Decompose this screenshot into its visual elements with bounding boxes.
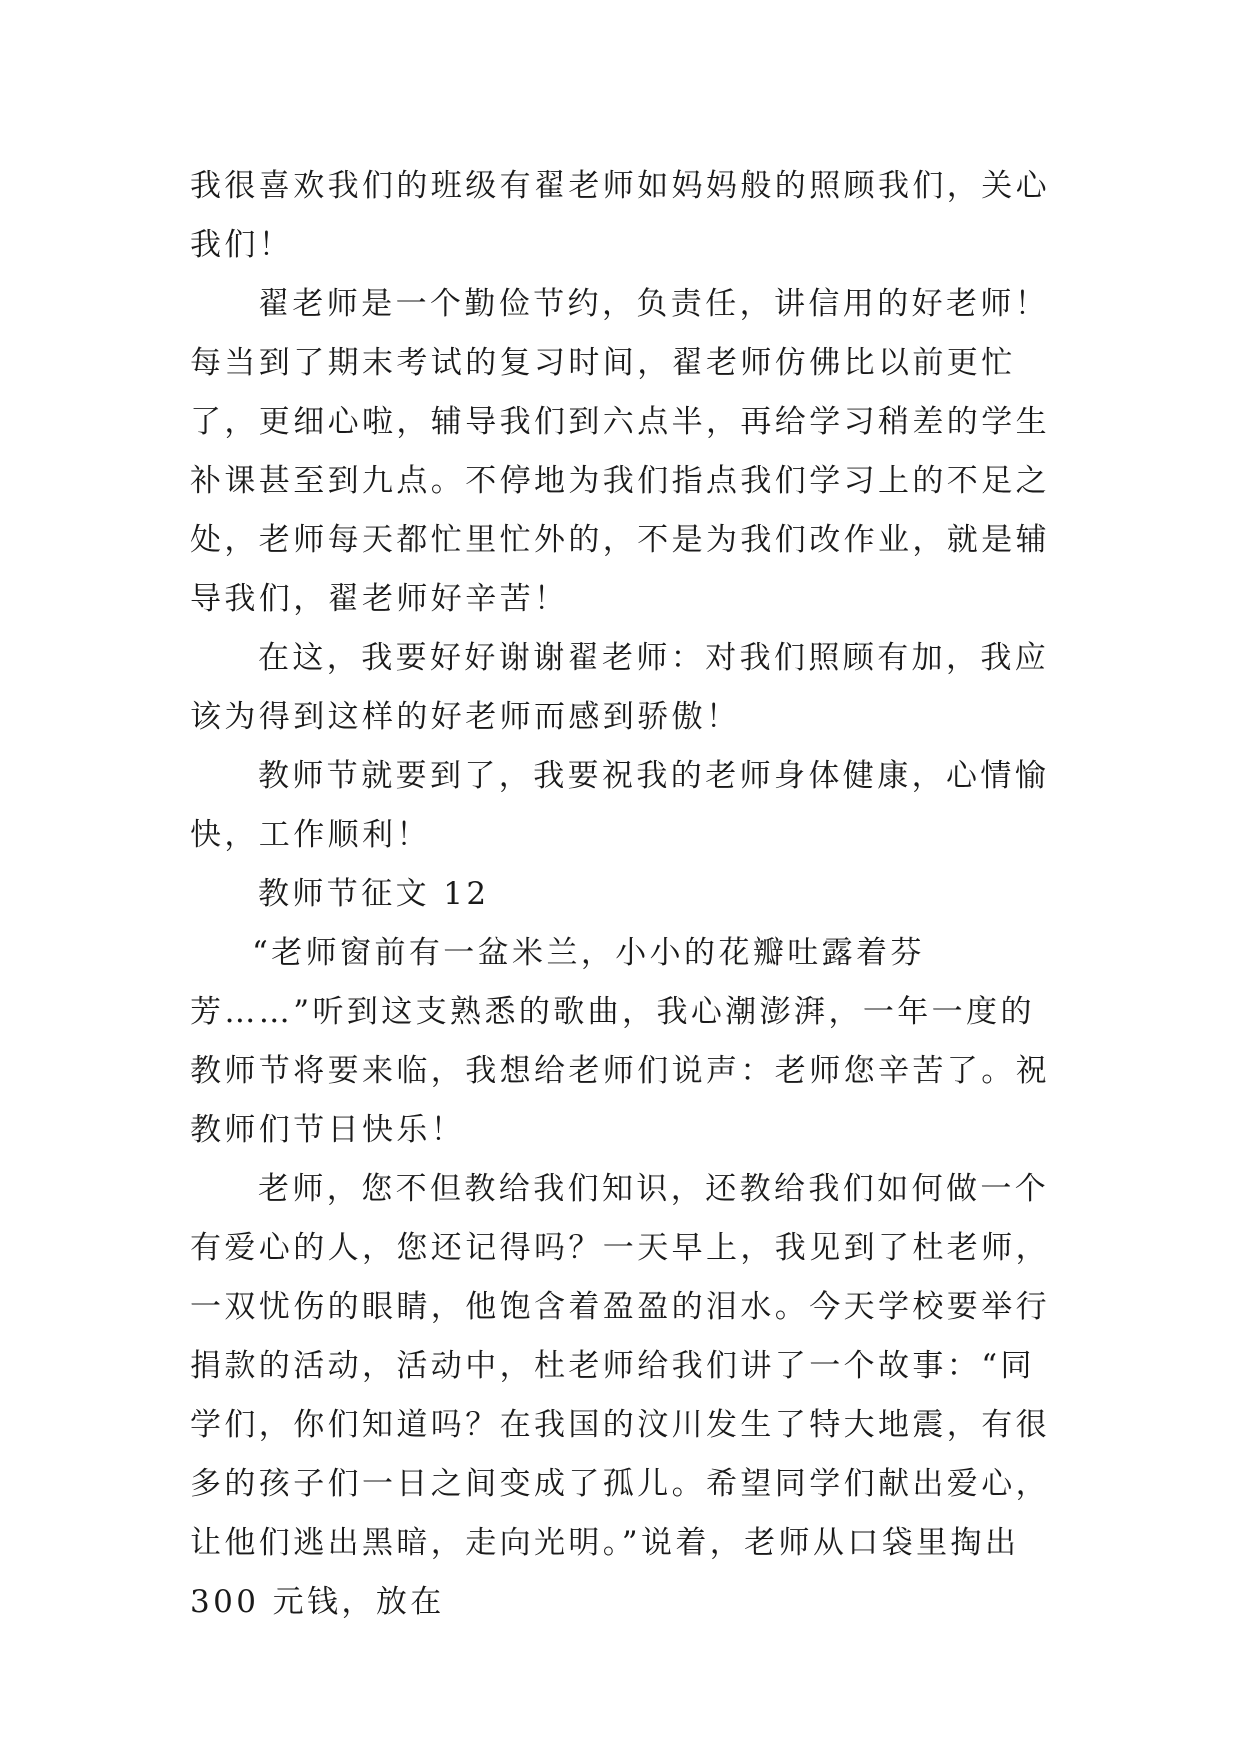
paragraph-4: 教师节就要到了，我要祝我的老师身体健康，心情愉快，工作顺利！ [190, 758, 1050, 853]
paragraph-3: 在这，我要好好谢谢翟老师：对我们照顾有加，我应该为得到这样的好老师而感到骄傲！ [190, 640, 1050, 735]
paragraph-1: 我很喜欢我们的班级有翟老师如妈妈般的照顾我们，关心我们！ [190, 168, 1050, 263]
paragraph-2: 翟老师是一个勤俭节约，负责任，讲信用的好老师！每当到了期末考试的复习时间，翟老师仿佛比以前更忙了，更细心啦，辅导我们到六点半，再给学习稍差的学生补课甚至到九点。不停地为我们指点我们学习上的不足之处，老师每天都忙里忙外的，不是为我们改作业，就是辅导我们，翟老师好辛苦！ [190, 286, 1050, 617]
document-body [190, 157, 1050, 1632]
paragraph-6: 老师，您不但教给我们知识，还教给我们如何做一个有爱心的人，您还记得吗？一天早上，我见到了杜老师，一双忧伤的眼睛，他饱含着盈盈的泪水。今天学校要举行捐款的活动，活动中，杜老师给我们讲了一个故事：“同学们，你们知道吗？在我国的汶川发生了特大地震，有很多的孩子们一日之间变成了孤儿。希望同学们献出爱心，让他们逃出黑暗，走向光明。”说着，老师从口袋里掏出 300 元钱，放在 [190, 1171, 1050, 1620]
section-heading: 教师节征文 12 [258, 876, 490, 912]
paragraph-5: “老师窗前有一盆米兰，小小的花瓣吐露着芬芳……”听到这支熟悉的歌曲，我心潮澎湃，一年一度的教师节将要来临，我想给老师们说声：老师您辛苦了。祝教师们节日快乐！ [190, 935, 1050, 1148]
